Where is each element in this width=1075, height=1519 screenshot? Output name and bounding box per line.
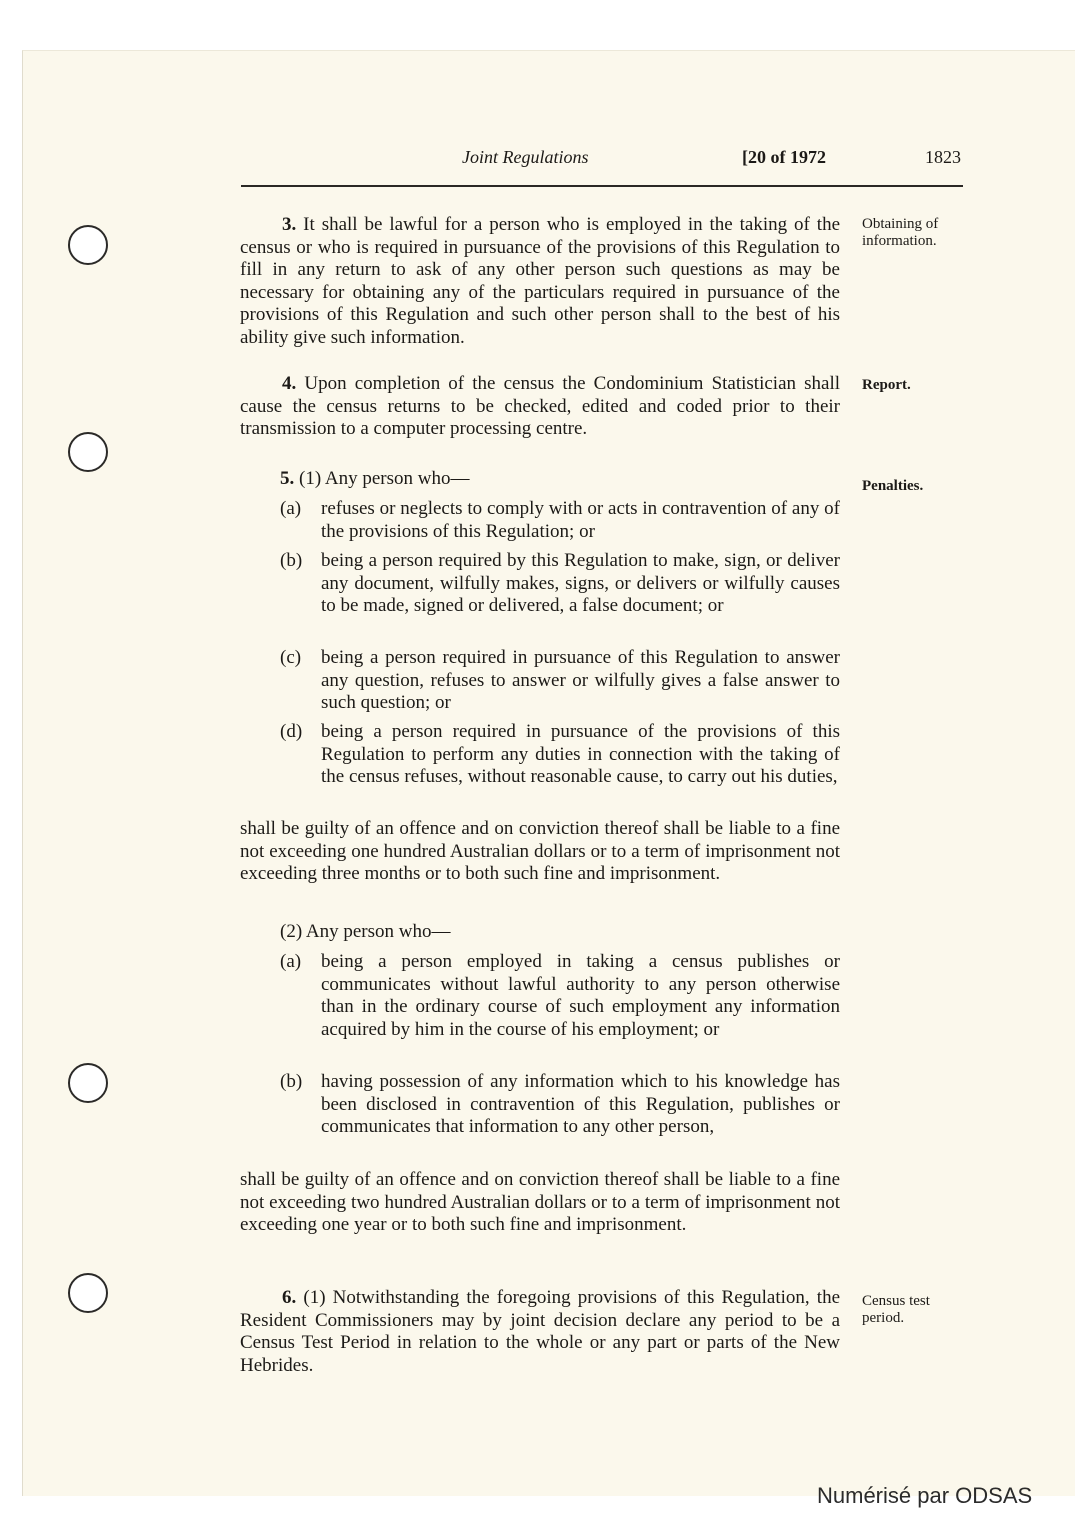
section-3 [240,214,840,349]
section-number: 3. [282,214,297,235]
section-number: 5. [280,468,295,489]
item-label: (b) [280,550,303,571]
list-item [280,951,840,1041]
punch-hole [68,225,108,265]
subsection-lead: (1) Any person who— [299,468,470,489]
section-5-subsection-1 [280,468,840,491]
section-text: It shall be lawful for a person who is employed in the taking of the census or who is required in pursuance of the provisions of this Regulation to fill in any return to ask of any other person such questions as may be necessary for obtaining any of the particulars required in pursuance of the provisions of this Regulation and such other person shall to the best of his ability give such information. [240,214,841,348]
item-text: refuses or neglects to comply with or acts in contravention of any of the provisions of this Regulation; or [321,498,840,542]
margin-note-report: Report. [862,377,911,393]
digitization-watermark: Numérisé par ODSAS [817,1483,1033,1508]
item-label: (c) [280,647,302,668]
item-label: (a) [280,951,302,972]
list-item [280,721,840,789]
list-item [280,647,840,715]
section-6 [240,1287,840,1377]
item-label: (a) [280,498,302,519]
item-text: being a person required in pursuance of the provisions of this Regulation to perform any duties in connection with the taking of the census refuses, without reasonable cause, to carry out his duties, [321,721,840,787]
punch-hole [68,1273,108,1313]
item-text: being a person required by this Regulation to make, sign, or deliver any document, wilfully makes, signs, or delivers or wilfully causes to be made, signed or delivered, a false document; or [321,550,840,616]
margin-note-penalties: Penalties. [862,478,924,494]
section-text: (1) Notwithstanding the foregoing provisions of this Regulation, the Resident Commissioners may by joint decision declare any period to be a Census Test Period in relation to the whole or any part or parts of the New Hebrides. [240,1287,841,1376]
running-header-title: Joint Regulations [462,147,589,167]
section-5-subsection-2-tail: shall be guilty of an offence and on conviction thereof shall be liable to a fine not exceeding two hundred Australian dollars or to a term of imprisonment not exceeding one year or to both such fine and imprisonment. [240,1169,840,1235]
section-5-subsection-1-tail: shall be guilty of an offence and on conviction thereof shall be liable to a fine not exceeding one hundred Australian dollars or to a term of imprisonment not exceeding three months or to both such fine and imprisonment. [240,818,840,884]
running-header-reference: [20 of 1972 [742,147,826,167]
list-item [280,1071,840,1139]
page-number: 1823 [925,147,961,167]
header-rule [241,185,963,187]
margin-note-census-test-period: Census test period. [862,1293,930,1326]
punch-hole [68,432,108,472]
list-item [280,550,840,618]
margin-note-obtaining-information: Obtaining of information. [862,216,939,249]
section-4 [240,373,840,441]
item-text: having possession of any information which to his knowledge has been disclosed in contravention of this Regulation, publishes or communicates that information to any other person, [321,1071,840,1137]
section-number: 4. [282,373,297,394]
item-text: being a person required in pursuance of this Regulation to answer any question, refuses to answer or wilfully gives a false answer to such question; or [321,647,840,713]
section-number: 6. [282,1287,297,1308]
list-item [280,498,840,543]
section-text: Upon completion of the census the Condominium Statistician shall cause the census returns to be checked, edited and coded prior to their transmission to a computer processing centre. [240,373,841,439]
item-label: (b) [280,1071,303,1092]
punch-hole [68,1063,108,1103]
item-text: being a person employed in taking a census publishes or communicates without lawful authority to any person otherwise than in the ordinary course of such employment any information acquired by him in the course of his employment; or [321,951,840,1040]
section-5-subsection-2: (2) Any person who— [280,921,451,942]
item-label: (d) [280,721,303,742]
